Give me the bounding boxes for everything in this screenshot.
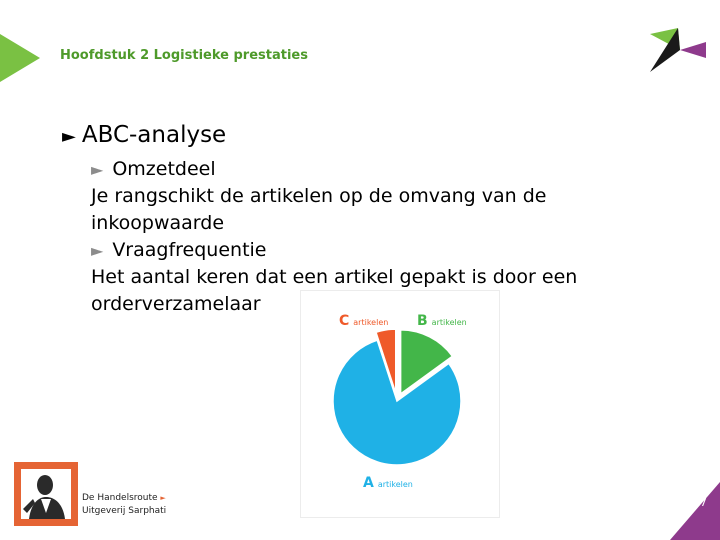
heading-arrow-icon: ► <box>62 126 76 147</box>
bullet-item-vraagfrequentie <box>91 237 611 264</box>
publisher-name <box>82 492 166 518</box>
portrait-icon <box>21 469 71 519</box>
page-number: 7 <box>700 496 707 509</box>
pie-chart-svg <box>301 291 499 517</box>
publisher-logo <box>14 462 78 526</box>
bullet-title: Vraagfrequentie <box>112 239 267 261</box>
bullet-arrow-icon: ► <box>91 241 104 260</box>
slide-heading <box>62 122 226 148</box>
pie-label-b: Bartikelen <box>417 313 467 329</box>
bullet-arrow-icon: ► <box>91 160 104 179</box>
bullet-description-line: inkoopwaarde <box>91 212 225 234</box>
bullet-item-omzetdeel <box>91 156 611 183</box>
abc-pie-chart <box>300 290 500 518</box>
publisher-logo-portrait <box>21 469 71 519</box>
publisher-line2: Uitgeverij Sarphati <box>82 506 167 516</box>
chapter-title: Hoofdstuk 2 Logistieke prestaties <box>60 48 308 63</box>
pie-label-c: Cartikelen <box>339 313 389 329</box>
bullet-description-line: Je rangschikt de artikelen op de omvang van de <box>91 185 547 207</box>
bullet-description-line: Het aantal keren dat een artikel gepakt is door een <box>91 266 578 288</box>
publisher-line1: De Handelsroute <box>82 493 158 503</box>
bullet-description-line: orderverzamelaar <box>91 293 261 315</box>
pie-label-a: Aartikelen <box>363 475 413 491</box>
bullet-title: Omzetdeel <box>112 158 216 180</box>
heading-text: ABC-analyse <box>81 122 227 148</box>
page-number-triangle <box>670 482 720 540</box>
top-right-logo-icon <box>650 28 710 74</box>
corner-triangle-decoration <box>0 34 40 82</box>
play-icon: ► <box>160 494 166 502</box>
